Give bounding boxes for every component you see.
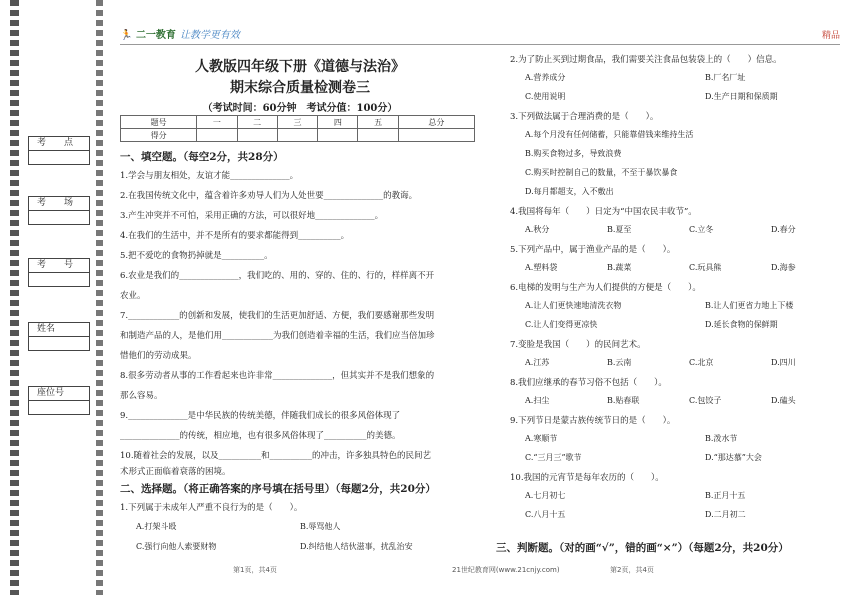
fill-question-line: 6.农业是我们的______________，我们吃的、用的、穿的、住的、行的，样样离不开 (120, 271, 435, 281)
paper-title: 人教版四年级下册《道德与法治》 (195, 59, 405, 75)
fill-question-line: 9.______________是中华民族的传统美德，伴随我们成长的很多风俗体现了 (120, 411, 401, 421)
fill-question-line: 5.把不爱吃的食物扔掉就是__________。 (120, 251, 273, 261)
fill-question-line: 惜他们的劳动成果。 (120, 351, 197, 361)
fill-question-line: 1.学会与朋友相处，友谊才能______________。 (120, 171, 299, 181)
exam-site-box: 考 点 (28, 136, 90, 165)
fill-question-line: 和制造产品的人，是他们用____________为我们创造着幸福的生活，我们应当倍加珍 (120, 331, 435, 341)
choice-option: D.纠结他人结伙滋事，扰乱治安 (300, 542, 413, 551)
choice-option: C.强行向他人索要财物 (136, 542, 217, 551)
score-cell: 得分 (121, 129, 197, 142)
choice-option: D.四川 (771, 358, 796, 367)
cut-line (96, 0, 103, 595)
choice-option: C.包饺子 (689, 396, 722, 405)
choice-option: A.七月初七 (525, 491, 566, 500)
fill-question-line: 2.在我国传统文化中，蕴含着许多劝导人们为人处世要______________的教诲。 (120, 191, 418, 201)
score-cell (318, 129, 358, 142)
score-cell: 一 (197, 116, 237, 129)
choice-option: D.磕头 (771, 396, 796, 405)
choice-option: D.每月都超支，入不敷出 (525, 187, 614, 196)
score-cell (398, 129, 474, 142)
choice-option: B.夏至 (607, 225, 632, 234)
choice-question: 10.我国的元宵节是每年农历的（ ）。 (510, 473, 664, 483)
choice-option: C.购买时控制自己的数量，不至于暴饮暴食 (525, 168, 678, 177)
seat-number-box: 座位号 (28, 386, 90, 415)
footer-site: 21世纪教育网(www.21cnjy.com) (452, 566, 560, 574)
choice-option: A.江苏 (525, 358, 550, 367)
exam-meta: （考试时间：60分钟 考试分值：100分） (202, 103, 398, 114)
header-rule (120, 44, 840, 45)
choice-option: C.让人们变得更凉快 (525, 320, 598, 329)
choice-option: D.延长食物的保鲜期 (705, 320, 778, 329)
score-cell (237, 129, 277, 142)
score-cell: 三 (277, 116, 317, 129)
choice-question: 3.下列做法属于合理消费的是（ ）。 (510, 112, 659, 122)
choice-option: B.泼水节 (705, 434, 738, 443)
choice-option: C.玩具熊 (689, 263, 722, 272)
binding-hatch (10, 0, 19, 595)
fill-question-line: 8.很多劳动者从事的工作看起来也许非常______________，但其实并不是我们想象的 (120, 371, 435, 381)
choice-option: B.蔬菜 (607, 263, 632, 272)
choice-option: B.正月十五 (705, 491, 746, 500)
fill-question-line: 3.产生冲突并不可怕，采用正确的方法，可以很好地______________。 (120, 211, 384, 221)
choice-option: C.“三月三”歌节 (525, 453, 582, 462)
choice-option: D.春分 (771, 225, 796, 234)
choice-option: A.扫尘 (525, 396, 550, 405)
choice-option: C.使用说明 (525, 92, 566, 101)
choice-option: B.厂名厂址 (705, 73, 746, 82)
choice-option: A.打架斗殴 (136, 522, 177, 531)
choice-question: 2.为了防止买到过期食品，我们需要关注食品包装袋上的（ ）信息。 (510, 55, 782, 65)
page-header (120, 26, 840, 46)
score-table (120, 115, 475, 142)
fill-question-line: ______________的传统，相应地，也有很多风俗体现了__________的美德。 (120, 431, 401, 441)
choice-option: A.营养成分 (525, 73, 566, 82)
choice-question: 9.下列节日是蒙古族传统节日的是（ ）。 (510, 416, 676, 426)
choice-option: A.塑料袋 (525, 263, 558, 272)
section-judge-title: 三、判断题。（对的画“√”，错的画“×”）（每题2分，共20分） (496, 542, 789, 554)
fill-question-line: 7.____________的创新和发展，使我们的生活更加舒适、方便，我们要感谢那些发明 (120, 311, 435, 321)
choice-option: A.寒顺节 (525, 434, 558, 443)
choice-option: C.北京 (689, 358, 714, 367)
choice-option: A.每个月没有任何储蓄，只能靠借钱来维持生活 (525, 130, 694, 139)
choice-option: D.二月初二 (705, 510, 746, 519)
choice-question: 5.下列产品中，属于渔业产品的是（ ）。 (510, 245, 676, 255)
choice-question: 4.我国将每年（ ）日定为“中国农民丰收节”。 (510, 207, 697, 217)
score-row (121, 129, 475, 142)
score-cell (358, 129, 398, 142)
choice-option: C.八月十五 (525, 510, 566, 519)
section-fill-title: 一、填空题。（每空2分，共28分） (120, 151, 284, 163)
binding-margin (0, 0, 112, 595)
exam-number-box: 考 号 (28, 258, 90, 287)
choice-question: 1.下列属于未成年人严重不良行为的是（ ）。 (120, 503, 303, 513)
choice-question: 8.我们应继承的春节习俗不包括（ ）。 (510, 378, 667, 388)
fill-question-line: 10.随着社会的发展，以及__________和__________的冲击，许多独具特色的民间艺 (120, 451, 432, 461)
choice-question: 6.电梯的发明与生产为人们提供的方便是（ ）。 (510, 283, 701, 293)
fill-question-line: 术形式正面临着衰落的困境。 (120, 467, 231, 477)
score-cell (197, 129, 237, 142)
score-cell: 五 (358, 116, 398, 129)
choice-option: A.秋分 (525, 225, 550, 234)
score-cell: 总分 (398, 116, 474, 129)
choice-question: 7.变脸是我国（ ）的民间艺术。 (510, 340, 646, 350)
paper-subtitle: 期末综合质量检测卷三 (230, 80, 370, 96)
choice-option: C.立冬 (689, 225, 714, 234)
choice-option: B.辱骂他人 (300, 522, 341, 531)
choice-option: B.贴春联 (607, 396, 640, 405)
runner-icon: 🏃 (120, 30, 133, 41)
score-header-row (121, 116, 475, 129)
fill-question-line: 那么容易。 (120, 391, 163, 401)
fill-question-line: 农业。 (120, 291, 146, 301)
section-choice-title: 二、选择题。（将正确答案的序号填在括号里）（每题2分，共20分） (120, 483, 436, 495)
score-cell: 四 (318, 116, 358, 129)
page-number-left: 第1页，共4页 (233, 566, 277, 574)
choice-option: B.购买食物过多，导致浪费 (525, 149, 622, 158)
logo: 🏃 二一教育 让教学更有效 (120, 30, 240, 41)
premium-tag: 精品 (821, 31, 840, 41)
choice-option: D.海参 (771, 263, 796, 272)
name-box: 姓名 (28, 322, 90, 351)
page-number-right: 第2页，共4页 (610, 566, 654, 574)
choice-option: D.“那达慕”大会 (705, 453, 762, 462)
score-cell: 题号 (121, 116, 197, 129)
choice-option: B.让人们更省力地上下楼 (705, 301, 794, 310)
choice-option: A.让人们更快速地清洗衣物 (525, 301, 622, 310)
choice-option: B.云南 (607, 358, 632, 367)
choice-option: D.生产日期和保质期 (705, 92, 778, 101)
fill-question-line: 4.在我们的生活中，并不是所有的要求都能得到__________。 (120, 231, 350, 241)
score-cell (277, 129, 317, 142)
score-cell: 二 (237, 116, 277, 129)
exam-room-box: 考 场 (28, 196, 90, 225)
